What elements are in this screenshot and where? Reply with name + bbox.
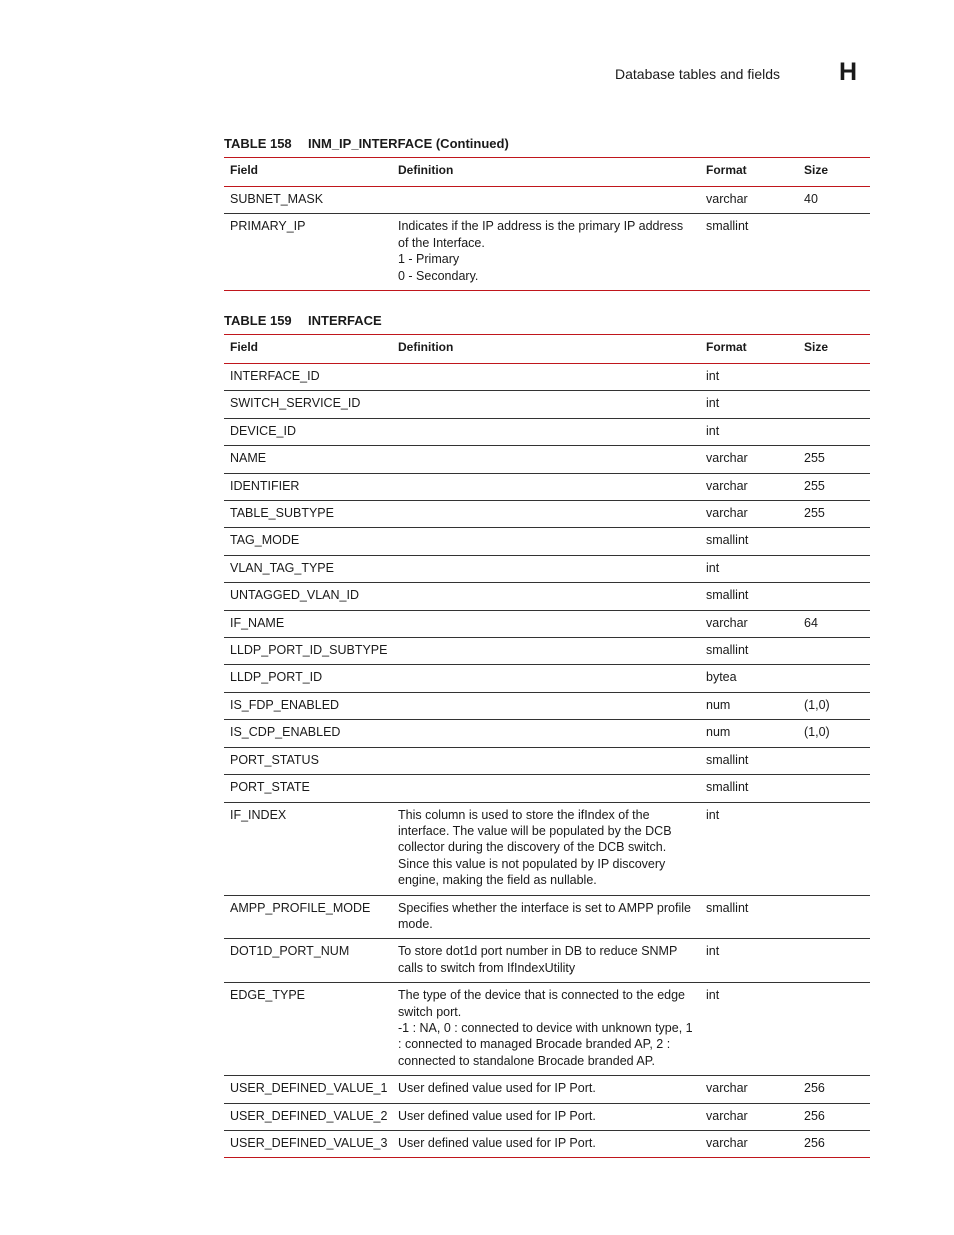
cell-field: PRIMARY_IP <box>230 219 306 234</box>
table-row <box>224 418 870 445</box>
cell-size <box>798 747 870 774</box>
cell-size <box>798 775 870 802</box>
table-row <box>224 214 870 291</box>
cell-size: 256 <box>804 1136 825 1150</box>
cell-definition <box>392 747 700 774</box>
cell-size <box>798 418 870 445</box>
table-row <box>224 1076 870 1103</box>
cell-field: EDGE_TYPE <box>230 988 306 1003</box>
table-row <box>224 939 870 983</box>
cell-field: AMPP_PROFILE_MODE <box>230 900 371 915</box>
cell-definition <box>392 638 700 665</box>
table-title: INTERFACE <box>308 313 382 328</box>
cell-size <box>798 528 870 555</box>
column-header-field: Field <box>230 163 259 177</box>
cell-format: varchar <box>706 1108 748 1123</box>
cell-format: bytea <box>706 670 737 685</box>
cell-format: varchar <box>706 451 748 466</box>
cell-definition <box>392 983 700 1076</box>
appendix-letter: H <box>839 58 858 86</box>
cell-field: DEVICE_ID <box>230 423 296 438</box>
table-row <box>224 555 870 582</box>
cell-definition <box>392 1131 700 1158</box>
cell-size <box>798 983 870 1076</box>
cell-field: NAME <box>230 451 267 466</box>
cell-format: int <box>706 807 720 822</box>
column-header-definition: Definition <box>398 340 454 354</box>
cell-field: LLDP_PORT_ID_SUBTYPE <box>230 643 388 658</box>
cell-field: IS_CDP_ENABLED <box>230 725 341 740</box>
cell-definition <box>392 720 700 747</box>
page-header <box>0 58 954 88</box>
cell-field: USER_DEFINED_VALUE_3 <box>230 1136 388 1150</box>
cell-definition <box>392 775 700 802</box>
cell-definition <box>392 665 700 692</box>
table-row <box>224 391 870 418</box>
cell-size <box>798 665 870 692</box>
cell-size: 255 <box>804 478 825 493</box>
definition-line: User defined value used for IP Port. <box>398 1081 596 1096</box>
table-158 <box>224 157 870 291</box>
cell-size <box>798 555 870 582</box>
table-header-row <box>224 335 870 364</box>
table-row <box>224 187 870 214</box>
definition-line: -1 : NA, 0 : connected to device with unknown type, 1 : connected to managed Brocade branded AP, 2 : connected to standalone Brocade branded AP. <box>398 1020 693 1068</box>
cell-format: int <box>706 396 720 411</box>
definition-line: Indicates if the IP address is the primary IP address of the Interface. <box>398 219 684 250</box>
cell-definition <box>392 364 700 391</box>
column-header-format: Format <box>706 340 747 354</box>
table-caption <box>224 137 870 157</box>
table-number: TABLE 158 <box>224 136 292 151</box>
cell-definition <box>392 802 700 895</box>
cell-field: SUBNET_MASK <box>230 192 324 206</box>
cell-size: 255 <box>804 506 825 521</box>
cell-field: USER_DEFINED_VALUE_1 <box>230 1081 388 1096</box>
table-number: TABLE 159 <box>224 313 292 328</box>
column-header-field: Field <box>230 340 259 354</box>
cell-format: smallint <box>706 900 749 915</box>
cell-field: DOT1D_PORT_NUM <box>230 944 350 959</box>
cell-format: smallint <box>706 219 749 234</box>
cell-format: varchar <box>706 1136 748 1150</box>
table-row <box>224 473 870 500</box>
definition-line: 1 - Primary <box>398 252 460 267</box>
cell-size <box>798 391 870 418</box>
definition-line: The type of the device that is connected to the edge switch port. <box>398 988 685 1019</box>
cell-field: IS_FDP_ENABLED <box>230 697 340 712</box>
cell-format: int <box>706 369 720 383</box>
cell-size: 256 <box>804 1081 825 1096</box>
cell-size: 40 <box>804 192 818 206</box>
definition-line: 0 - Secondary. <box>398 268 479 283</box>
table-title: INM_IP_INTERFACE (Continued) <box>308 136 509 151</box>
cell-size: (1,0) <box>804 697 830 712</box>
definition-line: User defined value used for IP Port. <box>398 1108 596 1123</box>
cell-field: UNTAGGED_VLAN_ID <box>230 588 359 603</box>
cell-definition <box>392 446 700 473</box>
table-header-row <box>224 158 870 187</box>
cell-size <box>798 939 870 983</box>
column-header-size: Size <box>804 340 829 354</box>
column-header-size: Size <box>804 163 829 177</box>
cell-definition <box>392 1076 700 1103</box>
cell-definition <box>392 895 700 939</box>
cell-definition <box>392 528 700 555</box>
column-header-definition: Definition <box>398 163 454 177</box>
cell-format: int <box>706 560 720 575</box>
cell-size <box>798 895 870 939</box>
cell-definition <box>392 501 700 528</box>
table-159-body <box>224 364 870 1158</box>
cell-size: 256 <box>804 1108 825 1123</box>
cell-field: INTERFACE_ID <box>230 369 320 383</box>
table-row <box>224 610 870 637</box>
cell-format: smallint <box>706 752 749 767</box>
table-159 <box>224 334 870 1158</box>
definition-line: To store dot1d port number in DB to reduce SNMP calls to switch from IfIndexUtility <box>398 944 678 975</box>
cell-definition <box>392 418 700 445</box>
table-row <box>224 364 870 391</box>
cell-field: IF_NAME <box>230 615 285 630</box>
cell-definition <box>392 555 700 582</box>
table-row <box>224 802 870 895</box>
table-row <box>224 638 870 665</box>
cell-size <box>798 802 870 895</box>
cell-format: varchar <box>706 478 748 493</box>
definition-line: This column is used to store the ifIndex of the interface. The value will be populated by the DCB collector during the discovery of the DCB switch. Since this value is not populated by IP discovery engine, making the field as nullable. <box>398 807 672 888</box>
cell-format: varchar <box>706 1081 748 1096</box>
cell-format: int <box>706 944 720 959</box>
cell-definition <box>392 692 700 719</box>
column-header-format: Format <box>706 163 747 177</box>
table-row <box>224 720 870 747</box>
table-row <box>224 692 870 719</box>
cell-field: PORT_STATUS <box>230 752 319 767</box>
table-row <box>224 528 870 555</box>
cell-field: TABLE_SUBTYPE <box>230 506 334 521</box>
table-row <box>224 1131 870 1158</box>
cell-format: int <box>706 988 720 1003</box>
table-158-body <box>224 187 870 291</box>
cell-format: varchar <box>706 506 748 521</box>
cell-definition <box>392 939 700 983</box>
cell-format: num <box>706 697 731 712</box>
cell-size <box>798 214 870 291</box>
cell-definition <box>392 214 700 291</box>
cell-size <box>798 638 870 665</box>
cell-field: IDENTIFIER <box>230 478 300 493</box>
table-caption <box>224 314 870 334</box>
cell-field: VLAN_TAG_TYPE <box>230 560 334 575</box>
table-row <box>224 446 870 473</box>
table-158-block <box>224 137 870 291</box>
cell-size: (1,0) <box>804 725 830 740</box>
cell-definition <box>392 1103 700 1130</box>
cell-field: TAG_MODE <box>230 533 300 548</box>
section-title: Database tables and fields <box>615 66 780 82</box>
cell-format: varchar <box>706 615 748 630</box>
cell-definition <box>392 583 700 610</box>
table-row <box>224 895 870 939</box>
table-row <box>224 665 870 692</box>
table-159-block <box>224 314 870 1158</box>
table-row <box>224 1103 870 1130</box>
cell-format: int <box>706 423 720 438</box>
cell-definition <box>392 473 700 500</box>
cell-format: num <box>706 725 731 740</box>
table-row <box>224 583 870 610</box>
cell-field: LLDP_PORT_ID <box>230 670 323 685</box>
table-row <box>224 983 870 1076</box>
cell-definition <box>392 610 700 637</box>
cell-format: smallint <box>706 533 749 548</box>
cell-format: smallint <box>706 588 749 603</box>
cell-definition <box>392 391 700 418</box>
cell-format: varchar <box>706 192 748 206</box>
cell-size: 255 <box>804 451 825 466</box>
cell-size <box>798 364 870 391</box>
cell-format: smallint <box>706 780 749 795</box>
cell-field: PORT_STATE <box>230 780 310 795</box>
definition-line: Specifies whether the interface is set to AMPP profile mode. <box>398 900 691 931</box>
cell-field: IF_INDEX <box>230 807 287 822</box>
cell-field: SWITCH_SERVICE_ID <box>230 396 361 411</box>
table-row <box>224 501 870 528</box>
cell-field: USER_DEFINED_VALUE_2 <box>230 1108 388 1123</box>
cell-definition <box>392 187 700 214</box>
cell-format: smallint <box>706 643 749 658</box>
definition-line: User defined value used for IP Port. <box>398 1136 596 1150</box>
cell-size: 64 <box>804 615 818 630</box>
table-row <box>224 747 870 774</box>
table-row <box>224 775 870 802</box>
cell-size <box>798 583 870 610</box>
